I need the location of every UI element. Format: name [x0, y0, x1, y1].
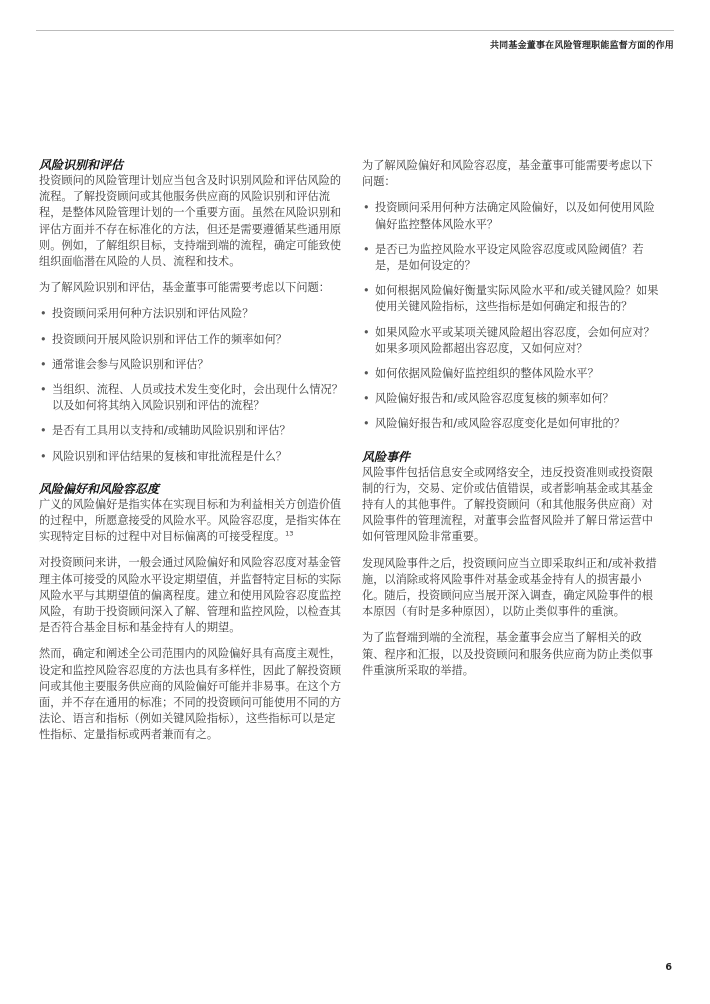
list-item-text: 是否有工具用以支持和/或辅助风险识别和评估？	[52, 424, 291, 438]
paragraph-text: 广义的风险偏好是指实体在实现目标和为利益相关方创造价值的过程中，所愿意接受的风险水平。风险容忍度，是指实体在实现特定目标的过程中对目标偏离的可接受程度。	[39, 497, 342, 544]
bullet-icon: •	[363, 201, 370, 215]
question-list	[362, 200, 664, 432]
list-item	[39, 449, 343, 465]
question-list	[39, 306, 343, 464]
list-item	[362, 416, 664, 432]
section-title-risk-appetite: 风险偏好和风险容忍度	[39, 481, 160, 496]
bullet-icon: •	[363, 392, 370, 406]
list-item-text: 风险偏好报告和/或风险容忍度变化是如何审批的？	[375, 417, 625, 431]
list-item-text: 投资顾问开展风险识别和评估工作的频率如何？	[52, 332, 287, 346]
footnote-ref[interactable]: 13	[285, 529, 294, 538]
paragraph: 风险事件包括信息安全或网络安全，违反投资准则或投资限制的行为，交易、定价或估值错误，或者影响基金或其基金持有人的其他事件。了解投资顾问（和其他服务供应商）对风险事件的管理流程，对董事会监督风险并了解日常运营中如何管理风险非常重要。	[362, 465, 653, 544]
list-item	[362, 325, 664, 357]
section-title-risk-identification: 风险识别和评估	[39, 158, 124, 172]
bullet-icon: •	[40, 332, 47, 346]
paragraph: 投资顾问的风险管理计划应当包含及时识别风险和评估风险的流程。了解投资顾问或其他服务供应商的风险识别和评估流程，是整体风险管理计划的一个重要方面。虽然在风险识别和评估方面并不存在标准化的方法，但还是需要遵循某些通用原则。例如，了解组织目标，支持端到端的流程，确定可能致使组织面临潜在风险的人员、流程和技术。	[39, 174, 342, 269]
list-item	[39, 357, 343, 373]
list-item-text: 风险识别和评估结果的复核和审批流程是什么？	[52, 449, 287, 463]
list-item	[362, 283, 664, 315]
list-item-text: 如果风险水平或某项关键风险超出容忍度，会如何应对？如果多项风险都超出容忍度，又如何应对？	[375, 325, 655, 355]
bullet-icon: •	[40, 449, 47, 463]
paragraph: 然而，确定和阐述全公司范围内的风险偏好具有高度主观性，设定和监控风险容忍度的方法也具有多样性，因此了解投资顾问或其他主要服务供应商的风险偏好可能并非易事。在这个方面，并不存在通用的标准；不同的投资顾问可能使用不同的方法论、语言和指标（例如关键风险指标），这些指标可以是定性指标、定量指标或两者兼而有之。	[39, 647, 342, 742]
list-item	[362, 366, 664, 382]
list-item	[39, 332, 343, 348]
list-item-text: 当组织、流程、人员或技术发生变化时，会出现什么情况？以及如何将其纳入风险识别和评估的流程？	[52, 383, 343, 413]
paragraph: 发现风险事件之后，投资顾问应当立即采取纠正和/或补救措施，以消除或将风险事件对基金或基金持有人的损害最小化。随后，投资顾问应当展开深入调查，确定风险事件的根本原因（有时是多种原因），以防止类似事件的重演。	[362, 556, 657, 619]
list-item	[39, 423, 343, 439]
list-item-text: 投资顾问采用何种方法识别和评估风险？	[52, 307, 254, 321]
list-item-text: 如何依据风险偏好监控组织的整体风险水平？	[375, 367, 599, 381]
bullet-icon: •	[363, 417, 370, 431]
list-item-text: 通常谁会参与风险识别和评估？	[52, 357, 209, 371]
list-item-text: 如何根据风险偏好衡量实际风险水平和/或关键风险？如果使用关键风险指标，这些指标是如何确定和报告的？	[375, 284, 659, 314]
list-item	[39, 306, 343, 322]
section-title-risk-events: 风险事件	[362, 449, 411, 464]
list-item	[39, 382, 343, 414]
bullet-icon: •	[363, 284, 370, 298]
bullet-icon: •	[363, 325, 370, 339]
page-number: 6	[665, 962, 672, 973]
left-column	[39, 157, 343, 754]
paragraph	[39, 497, 343, 546]
bullet-icon: •	[363, 367, 370, 381]
paragraph: 为了解风险偏好和风险容忍度，基金董事可能需要考虑以下问题：	[362, 159, 653, 189]
bullet-icon: •	[40, 424, 47, 438]
header-rule	[36, 30, 674, 31]
bullet-icon: •	[40, 307, 47, 321]
list-item-text: 是否已为监控风险水平设定风险容忍度或风险阈值？若是，是如何设定的？	[375, 242, 644, 273]
right-column	[362, 158, 664, 689]
running-header-title: 共同基金董事在风险管理职能监督方面的作用	[489, 41, 674, 51]
list-item	[362, 391, 664, 407]
paragraph: 为了监督端到端的全流程，基金董事会应当了解相关的政策、程序和汇报，以及投资顾问和服务供应商为防止类似事件重演所采取的举措。	[362, 631, 653, 677]
paragraph: 对投资顾问来讲，一般会通过风险偏好和风险容忍度对基金管理主体可接受的风险水平设定期望值，并监督特定目标的实际风险水平与其期望值的偏离程度。建立和使用风险容忍度监控风险，有助于投资顾问深入了解、管理和监控风险，以检查其是否符合基金目标和基金持有人的期望。	[39, 556, 342, 635]
paragraph: 为了解风险识别和评估，基金董事可能需要考虑以下问题：	[39, 281, 330, 295]
list-item	[362, 200, 664, 232]
list-item-text: 风险偏好报告和/或风险容忍度复核的频率如何？	[375, 392, 614, 406]
bullet-icon: •	[40, 383, 47, 397]
list-item-text: 投资顾问采用何种方法确定风险偏好，以及如何使用风险偏好监控整体风险水平？	[375, 201, 655, 231]
bullet-icon: •	[40, 357, 47, 371]
list-item	[362, 242, 664, 274]
bullet-icon: •	[363, 242, 370, 256]
